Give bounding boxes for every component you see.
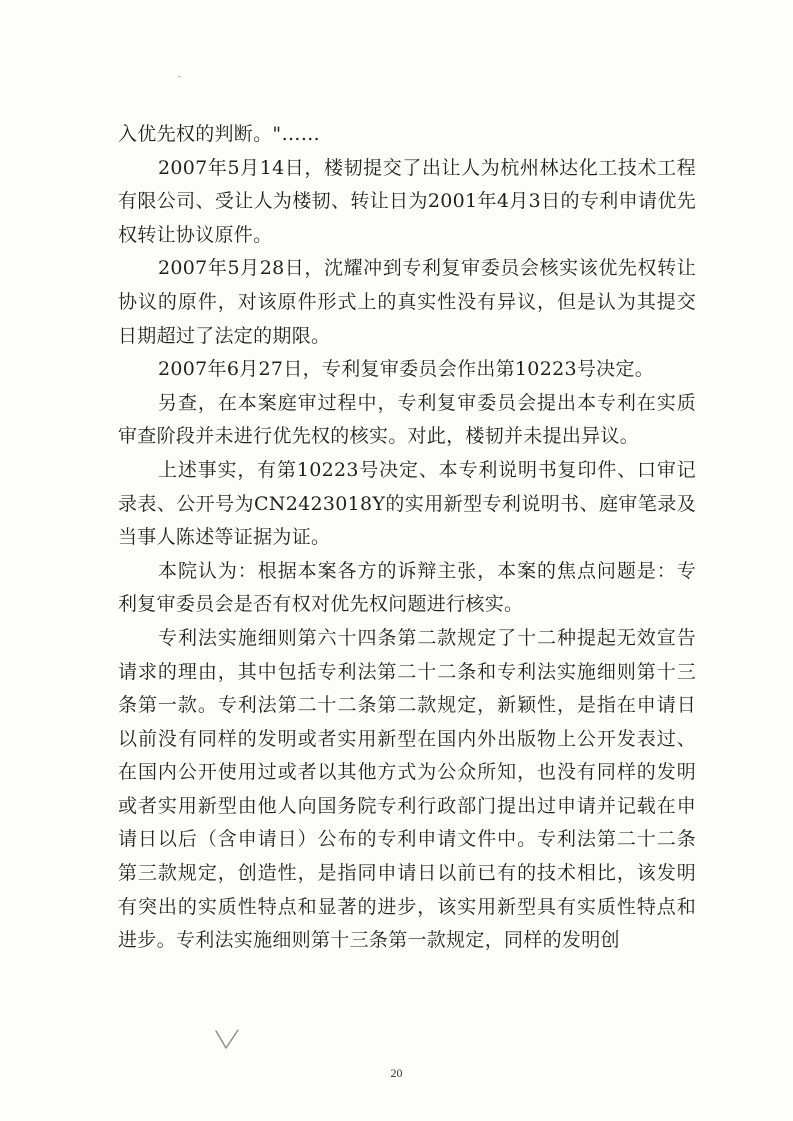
- paragraph: 本院认为：根据本案各方的诉辩主张，本案的焦点问题是：专利复审委员会是否有权对优先权问题进行核实。: [118, 559, 696, 616]
- paragraph: 专利法实施细则第六十四条第二款规定了十二种提起无效宣告请求的理由，其中包括专利法第二十二条和专利法实施细则第十三条第一款。专利法第二十二条第二款规定，新颖性，是指在申请日以前没有同样的发明或者实用新型在国内外出版物上公开发表过、在国内公开使用过或者以其他方式为公众所知，也没有同样的发明或者实用新型由他人向国务院专利行政部门提出过申请并记载在申请日以后（含申请日）公布的专利申请文件中。专利法第二十二条第三款规定，创造性，是指同申请日以前已有的技术相比，该发明有突出的实质性特点和显著的进步，该实用新型具有实质性特点和进步。专利法实施细则第十三条第一款规定，同样的发明创: [118, 626, 696, 952]
- paragraph: 另查，在本案庭审过程中，专利复审委员会提出本专利在实质审查阶段并未进行优先权的核实。对此，楼韧并未提出异议。: [118, 391, 696, 448]
- body-text: [118, 118, 696, 958]
- scan-speck: [178, 76, 181, 77]
- paragraph: 上述事实，有第10223号决定、本专利说明书复印件、口审记录表、公开号为CN2423018Y的实用新型专利说明书、庭审笔录及当事人陈述等证据为证。: [118, 458, 696, 549]
- paragraph: 2007年6月27日，专利复审委员会作出第10223号决定。: [158, 358, 655, 381]
- paragraph: 2007年5月28日，沈耀冲到专利复审委员会核实该优先权转让协议的原件，对该原件形式上的真实性没有异议，但是认为其提交日期超过了法定的期限。: [118, 257, 696, 347]
- paragraph: 入优先权的判断。"……: [118, 123, 321, 145]
- page-number: 20: [390, 1066, 403, 1080]
- paragraph: 2007年5月14日，楼韧提交了出让人为杭州林达化工技术工程有限公司、受让人为楼韧、转让日为2001年4月3日的专利申请优先权转让协议原件。: [118, 156, 696, 246]
- handwritten-check-mark: [214, 1028, 240, 1052]
